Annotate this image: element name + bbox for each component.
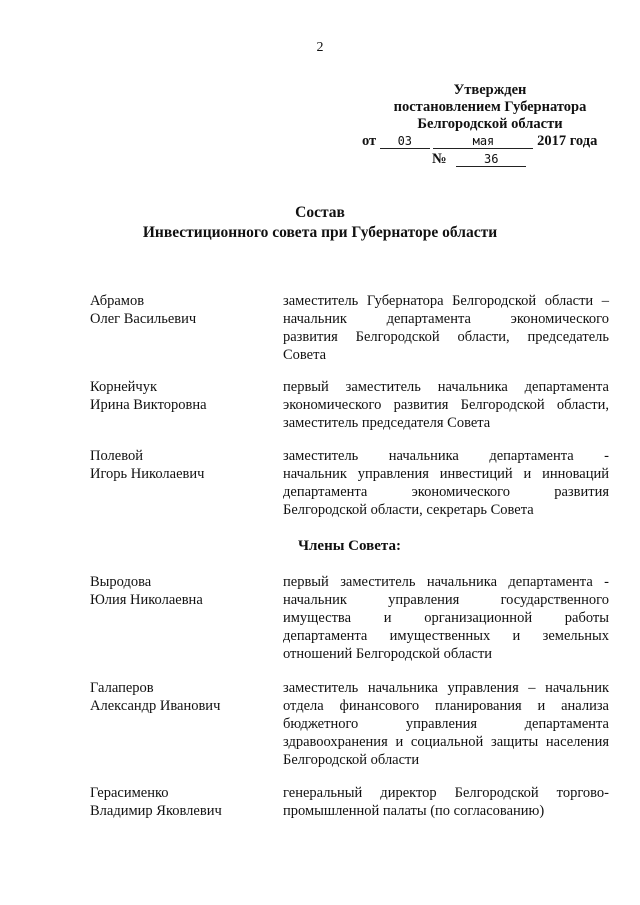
position-line: бюджетного управления департамента: [283, 716, 609, 732]
position-line: департамента экономического развития: [283, 484, 609, 500]
position-line: начальник департамента экономического: [283, 311, 609, 327]
position-line: имущества и организационной работы: [283, 610, 609, 626]
approval-line-3: Белгородской области: [417, 116, 563, 132]
approval-date: [362, 133, 597, 150]
person-position: [283, 292, 609, 364]
position-line: здравоохранения и социальной защиты населения: [283, 734, 609, 750]
person-position: [283, 378, 609, 432]
date-prefix: от: [362, 133, 377, 149]
position-line: Совета: [283, 347, 327, 363]
person-position: [283, 573, 609, 663]
person-given-name: Юлия Николаевна: [90, 592, 203, 608]
date-day: 03: [380, 134, 430, 149]
person-name: [90, 784, 270, 820]
person-surname: Корнейчук: [90, 379, 157, 395]
page-number: 2: [316, 40, 324, 55]
number-value: 36: [456, 152, 526, 167]
person-given-name: Олег Васильевич: [90, 311, 197, 327]
person-surname: Герасименко: [90, 785, 169, 801]
person-position: [283, 447, 609, 519]
person-surname: Полевой: [90, 448, 143, 464]
position-line: первый заместитель начальника департамента: [283, 379, 609, 395]
document-title: [0, 203, 640, 243]
position-line: генеральный директор Белгородской торгово-: [283, 785, 609, 801]
position-line: заместитель Губернатора Белгородской области –: [283, 293, 609, 309]
person-name: [90, 447, 270, 483]
position-line: отношений Белгородской области: [283, 646, 493, 662]
position-line: экономического развития Белгородской области,: [283, 397, 609, 413]
approval-line-1: Утвержден: [453, 82, 527, 98]
person-given-name: Игорь Николаевич: [90, 466, 205, 482]
person-surname: Выродова: [90, 574, 152, 590]
position-line: развития Белгородской области, председатель: [283, 329, 609, 345]
position-line: Белгородской области: [283, 752, 420, 768]
position-line: заместитель начальника департамента -: [283, 448, 609, 464]
approval-line-2: постановлением Губернатора: [393, 99, 587, 115]
person-given-name: Ирина Викторовна: [90, 397, 207, 413]
position-line: начальник управления инвестиций и инноваций: [283, 466, 609, 482]
position-line: промышленной палаты (по согласованию): [283, 803, 545, 819]
person-name: [90, 679, 270, 715]
position-line: начальник управления государственного: [283, 592, 609, 608]
title-line-1: Состав: [295, 204, 345, 221]
person-position: [283, 679, 609, 769]
approval-number: [432, 151, 526, 168]
title-line-2: Инвестиционного совета при Губернаторе области: [142, 224, 498, 241]
members-heading: Члены Совета:: [298, 538, 401, 554]
date-year: 2017 года: [537, 133, 598, 149]
number-prefix: №: [432, 151, 447, 167]
person-name: [90, 292, 270, 328]
position-line: первый заместитель начальника департамента -: [283, 574, 609, 590]
approval-stamp: [350, 82, 630, 133]
person-name: [90, 573, 270, 609]
person-name: [90, 378, 270, 414]
person-position: [283, 784, 609, 820]
date-month: мая: [433, 134, 533, 149]
position-line: Белгородской области, секретарь Совета: [283, 502, 534, 518]
person-surname: Абрамов: [90, 293, 145, 309]
person-surname: Галаперов: [90, 680, 154, 696]
position-line: отдела финансового планирования и анализа: [283, 698, 609, 714]
position-line: заместитель председателя Совета: [283, 415, 491, 431]
position-line: департамента имущественных и земельных: [283, 628, 609, 644]
person-given-name: Владимир Яковлевич: [90, 803, 222, 819]
person-given-name: Александр Иванович: [90, 698, 221, 714]
position-line: заместитель начальника управления – начальник: [283, 680, 609, 696]
